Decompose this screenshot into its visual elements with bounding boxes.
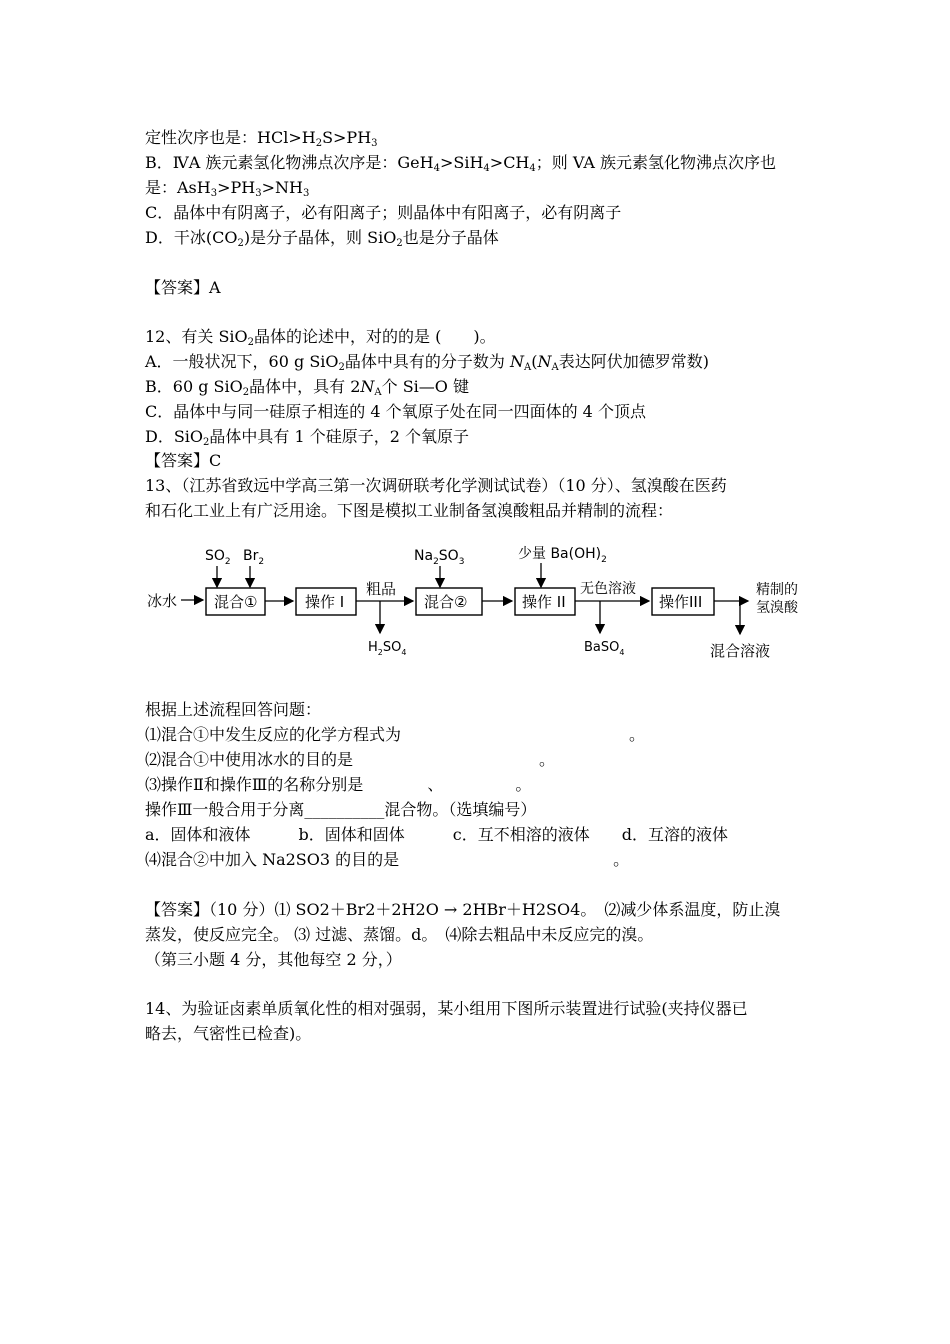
q11-line0: 定性次序也是：$HCl>H_2S>PH_3$ bbox=[145, 128, 378, 149]
q13-stem-1: 13、（江苏省致远中学高三第一次调研联考化学测试试卷）（10 分）、氢溴酸在医药 bbox=[145, 476, 727, 495]
q13-answer-3: （第三小题 4 分，其他每空 2 分，） bbox=[145, 950, 402, 969]
q13-part4: ⑷混合②中加入 Na2SO3 的目的是 。 bbox=[145, 850, 630, 869]
q13-part2: ⑵混合①中使用冰水的目的是 。 bbox=[145, 750, 556, 769]
so2-label: $SO_2$ bbox=[205, 548, 231, 567]
q13-intro: 根据上述流程回答问题： bbox=[145, 700, 322, 719]
q13-answer-1: 【答案】（10 分）⑴ SO2＋Br2＋2H2O → 2HBr＋H2SO4。 ⑵减少体系温度，防止溴 bbox=[145, 900, 781, 919]
op1-label: 操作 I bbox=[305, 593, 345, 611]
br2-label: $Br_2$ bbox=[243, 548, 265, 567]
q11-option-c: C．晶体中有阴离子，必有阳离子；则晶体中有阳离子，必有阴离子 bbox=[145, 203, 622, 222]
q11-option-b: B．ⅣA 族元素氢化物沸点次序是：$GeH_4>SiH_4>CH_4$；则 VA 族元素氢化物沸点次序也 bbox=[145, 153, 776, 174]
baoh2-label: 少量 $Ba(OH)_2$ bbox=[518, 546, 607, 565]
q13-part3-sub: 操作Ⅲ一般合用于分离__________混合物。（选填编号） bbox=[145, 800, 537, 819]
refined-label-1: 精制的 bbox=[756, 582, 798, 598]
q13-answer-2: 蒸发，使反应完全。 ⑶ 过滤、蒸馏。d。 ⑷除去粗品中未反应完的溴。 bbox=[145, 925, 654, 944]
baso4-label: BaSO$_4$ bbox=[584, 640, 625, 657]
q13-stem-2: 和石化工业上有广泛用途。下图是模拟工业制备氢溴酸粗品并精制的流程： bbox=[145, 501, 674, 520]
q13-choices: a．固体和液体 b．固体和固体 c．互不相溶的液体 d．互溶的液体 bbox=[145, 825, 728, 844]
op3-label: 操作III bbox=[659, 593, 703, 611]
q13-part3: ⑶操作Ⅱ和操作Ⅲ的名称分别是 、 。 bbox=[145, 775, 532, 794]
refined-label-2: 氢溴酸 bbox=[756, 600, 798, 616]
colorless-solution-label: 无色溶液 bbox=[580, 581, 636, 597]
q11-option-d: D．干冰$(CO_2)$是分子晶体，则 SiO$_2$也是分子晶体 bbox=[145, 228, 499, 249]
q12-option-a: A．一般状况下，60 g SiO$_2$晶体中具有的分子数为 $N_A(N_A$表达阿伏加德罗常数) bbox=[145, 352, 709, 373]
ice-water-label: 冰水 bbox=[147, 592, 178, 610]
mix2-label: 混合② bbox=[424, 593, 468, 611]
mixed-solution-label: 混合溶液 bbox=[710, 642, 771, 660]
q14-stem-2: 略去，气密性已检查)。 bbox=[145, 1024, 312, 1043]
q13-part1: ⑴混合①中发生反应的化学方程式为 。 bbox=[145, 725, 646, 744]
op2-label: 操作 II bbox=[522, 593, 566, 611]
q12-stem: 12、有关 SiO$_2$晶体的论述中，对的的是 ( )。 bbox=[145, 327, 496, 348]
q12-option-d: D．SiO$_2$晶体中具有 1 个硅原子，2 个氧原子 bbox=[145, 427, 470, 448]
q12-option-c: C．晶体中与同一硅原子相连的 4 个氧原子处在同一四面体的 4 个顶点 bbox=[145, 402, 646, 421]
q14-stem-1: 14、为验证卤素单质氧化性的相对强弱，某小组用下图所示装置进行试验(夹持仪器已 bbox=[145, 999, 748, 1018]
q11-answer: 【答案】A bbox=[145, 278, 221, 297]
na2so3-label: $Na_2SO_3$ bbox=[414, 548, 465, 567]
q11-option-b-cont: 是：$AsH_3>PH_3>NH_3$ bbox=[145, 178, 310, 199]
q12-option-b: B．60 g SiO$_2$晶体中，具有 $2N_A$个 Si—O 键 bbox=[145, 377, 469, 398]
crude-label: 粗品 bbox=[366, 580, 397, 598]
mix1-label: 混合① bbox=[214, 593, 258, 611]
q12-answer: 【答案】C bbox=[145, 451, 222, 470]
h2so4-label: $H_2SO_4$ bbox=[368, 640, 407, 657]
